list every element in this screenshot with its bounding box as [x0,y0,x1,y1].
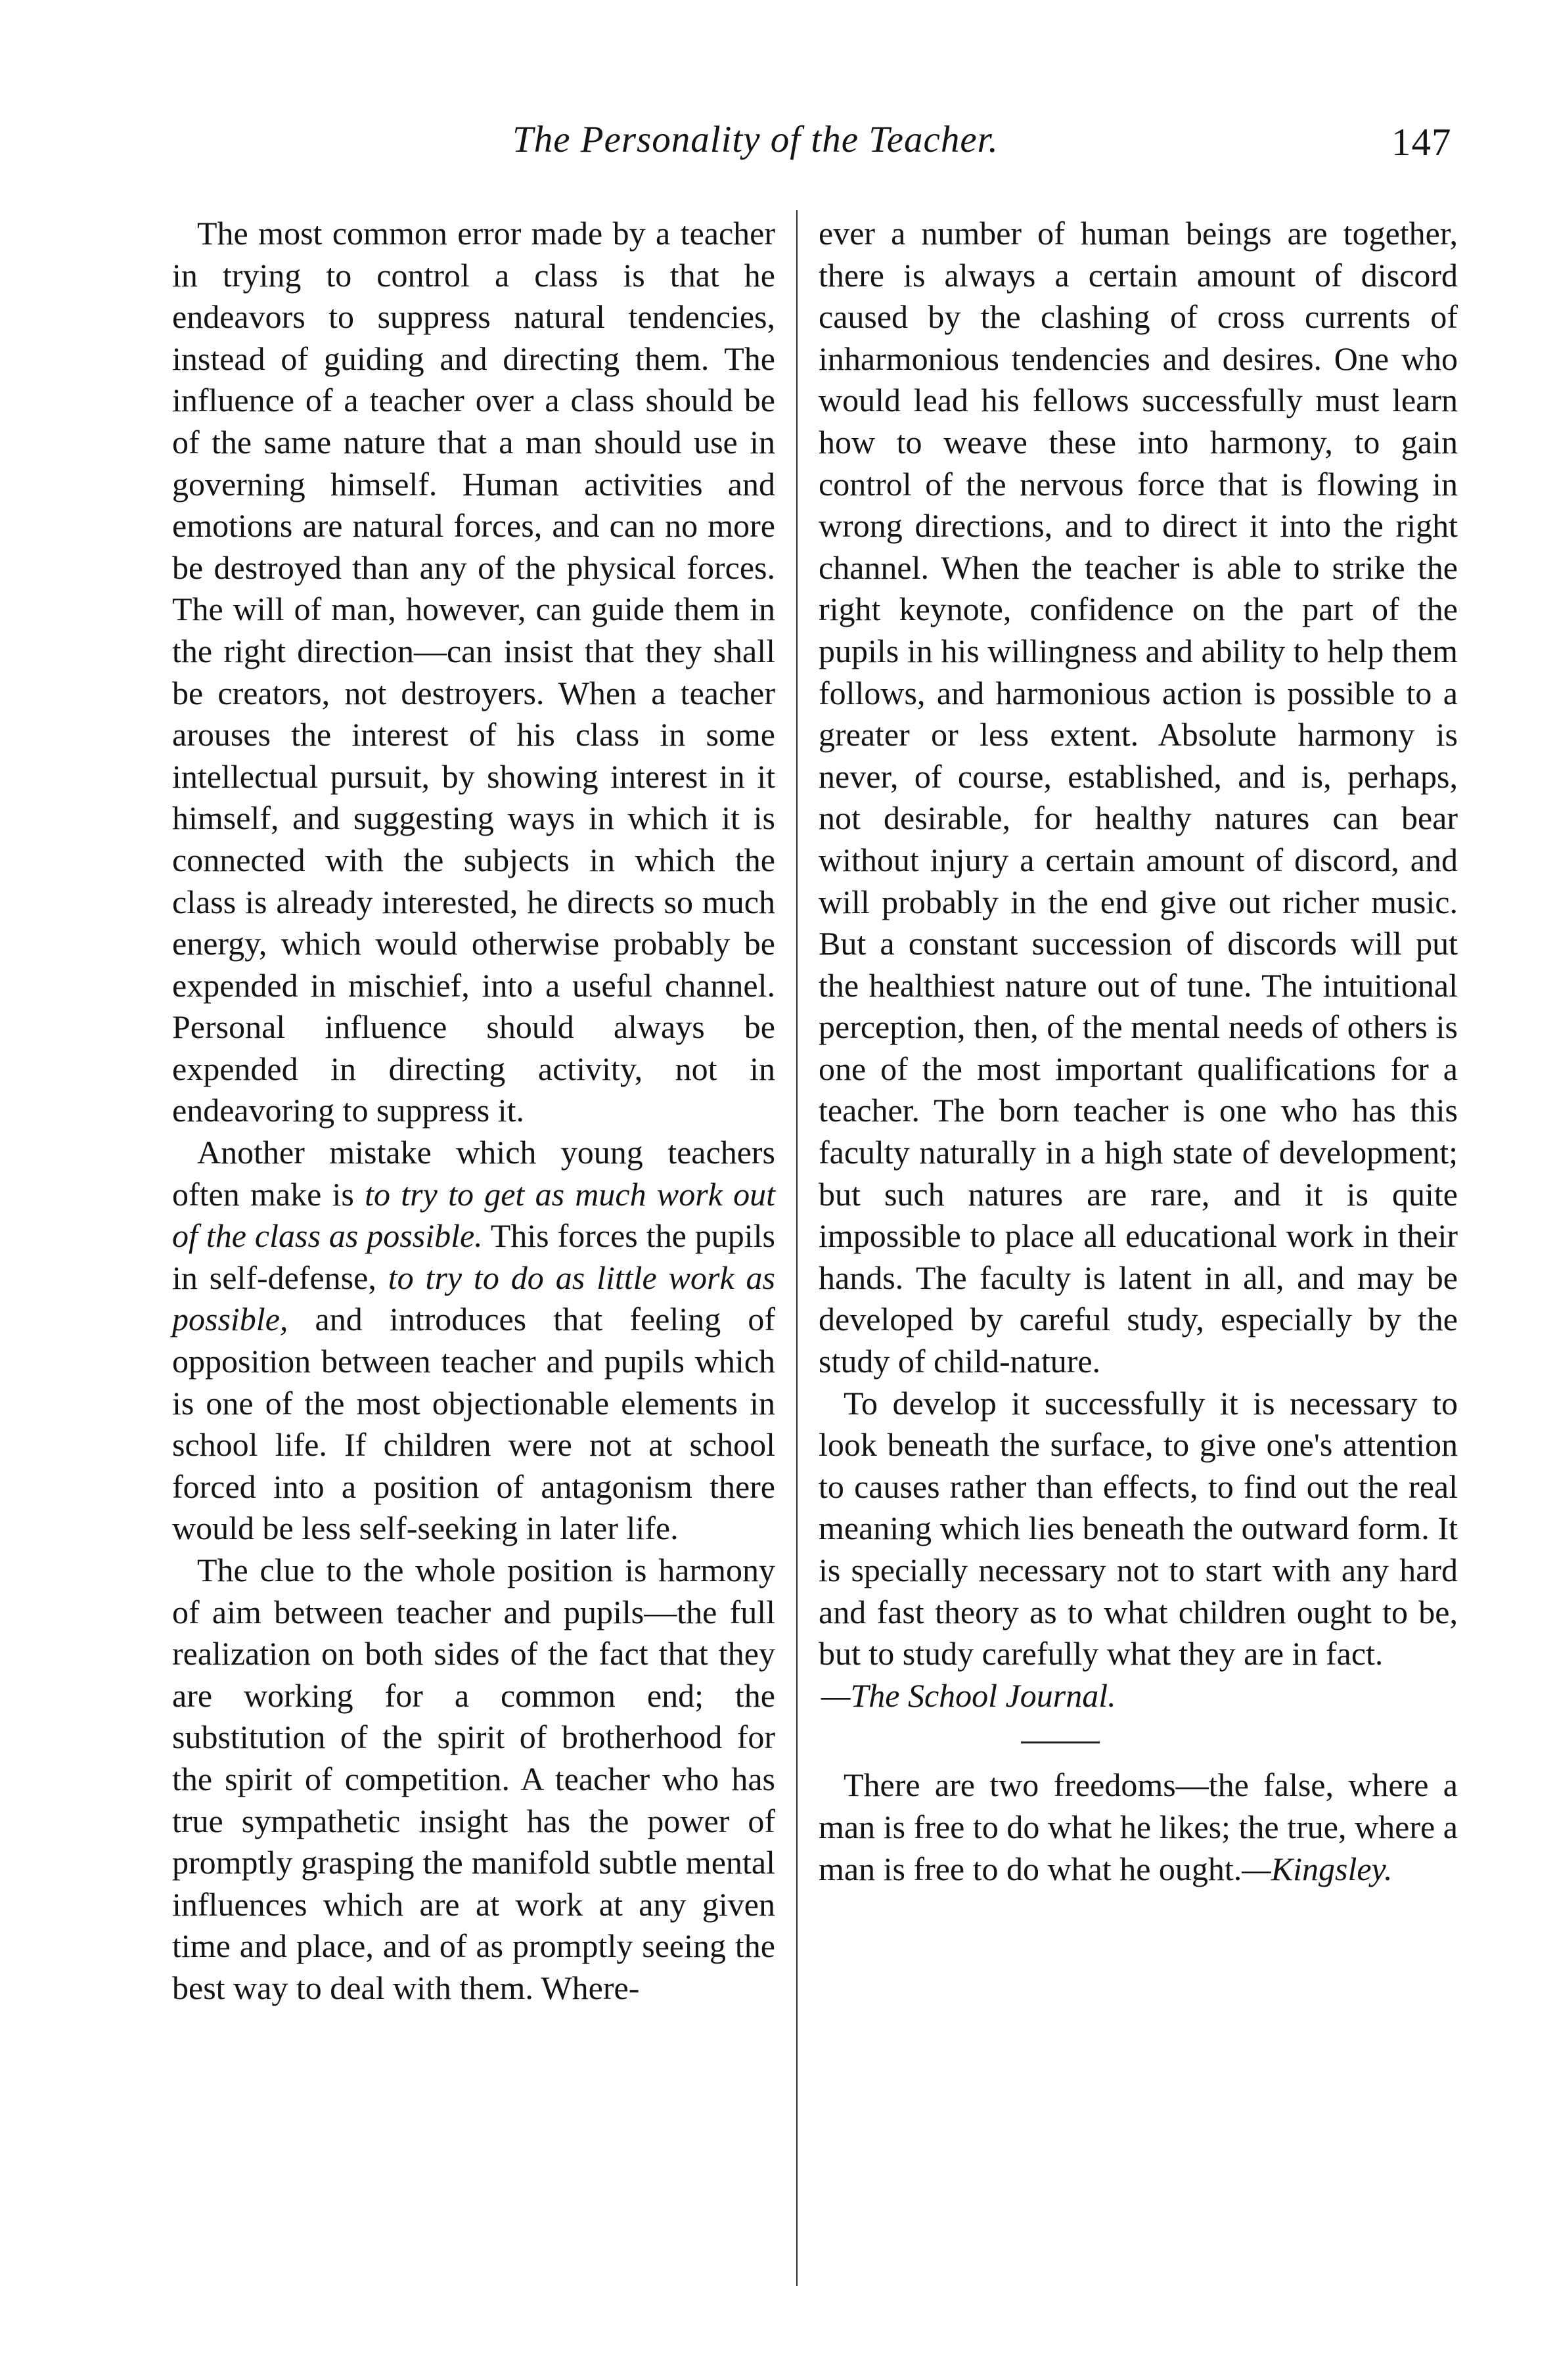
left-column [172,213,775,2010]
italic-phrase: to try to get as much work out of the class as possible. [172,1175,775,1255]
running-title: The Personality of the Teacher. [512,119,999,160]
paragraph-continuation: ever a number of human beings are together, there is always a certain amount of discord caused by the clashing of cross currents of inharmonious tendencies and desires. One who would lead his fellows successfully must learn how to weave these into harmony, to gain control of the nervous force that is flowing in wrong directions, and to direct it into the right channel. When the teacher is able to strike the right keynote, confidence on the part of the pupils in his willingness and ability to help them follows, and harmonious action is possible to a greater or less extent. Absolute harmony is never, of course, established, and is, perhaps, not desirable, for healthy natures can bear without injury a certain amount of discord, and will probably in the end give out richer music. But a constant succession of discords will put the healthiest nature out of tune. The intuitional perception, then, of the mental needs of others is one of the most important qualifications for a teacher. The born teacher is one who has this faculty naturally in a high state of development; but such natures are rare, and it is quite impossible to place all educational work in their hands. The faculty is latent in all, and may be developed by careful study, especially by the study of child-nature. [819,215,1458,1380]
section-divider [1021,1741,1100,1743]
running-header [0,113,1557,172]
page-number: 147 [1391,120,1452,164]
paragraph-develop-successfully: To develop it successfully it is necessary to look beneath the surface, to give one's attention to causes rather than effects, to find out the real meaning which lies beneath the outward form. It is specially necessary not to start with any hard and fast theory as to what children ought to be, but to study carefully what they are in fact. [819,1384,1458,1673]
paragraph-common-error: The most common error made by a teacher in trying to control a class is that he endeavors to suppress natural tendencies, instead of guiding and directing them. The influence of a teacher over a class should be of the same nature that a man should use in governing himself. Human activities and emotions are natural forces, and can no more be destroyed than any of the physical forces. The will of man, however, can guide them in the right direction—can insist that they shall be creators, not destroyers. When a teacher arouses the interest of his class in some intellectual pursuit, by showing interest in it himself, and suggesting ways in which it is connected with the subjects in which the class is already interested, he directs so much energy, which would otherwise probably be expended in mischief, into a useful channel. Personal influence should always be expended in directing activity, not in endeavoring to suppress it. [172,215,775,1129]
quotation-two-freedoms [819,1764,1458,1890]
column-divider [796,210,798,2286]
quotation-text: There are two freedoms—the false, where a man is free to do what he likes; the true, where a man is free to do what he ought. [819,1766,1458,1887]
paragraph-text: Another mistake which young teachers often make is [172,1134,775,1213]
paragraph-text: This forces the pupils in self-defense, [172,1217,775,1296]
attribution-school-journal: —The School Journal. [821,1676,1116,1714]
right-column [819,213,1458,1890]
italic-phrase: to try to do as little work as possible, [172,1259,775,1338]
paragraph-text: and introduces that feeling of opposition between teacher and pupils which is one of the most objectionable elements in school life. If children were not at school forced into a position of antagonism there would be less self-seeking in later life. [172,1301,775,1547]
paragraph-another-mistake [172,1132,775,1550]
paragraph-harmony-of-aim: The clue to the whole position is harmony of aim between teacher and pupils—the full realization on both sides of the fact that they are working for a common end; the substitution of the spirit of brotherhood for the spirit of competition. A teacher who has true sympathetic insight has the power of promptly grasping the manifold subtle mental influences which are at work at any given time and place, and of as promptly seeing the best way to deal with them. Where- [172,1552,775,2006]
attribution-kingsley: —Kingsley. [1242,1850,1393,1887]
